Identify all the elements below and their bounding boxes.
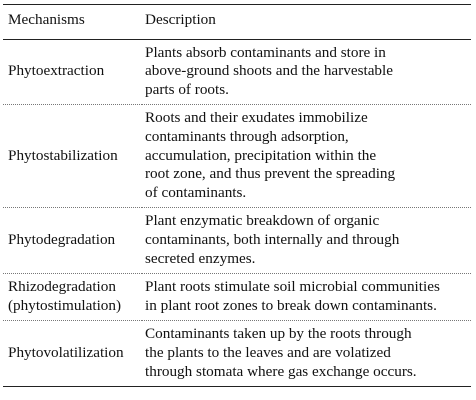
description-line: contaminants through adsorption,: [145, 127, 349, 145]
description-line: of contaminants.: [145, 183, 247, 201]
mechanism-cell: [3, 321, 142, 387]
description-line: Roots and their exudates immobilize: [145, 109, 368, 127]
mechanisms-table-container: [3, 4, 471, 387]
description-cell: [142, 208, 471, 274]
description-line: in plant root zones to break down contaminants.: [145, 296, 437, 314]
description-line: Plant roots stimulate soil microbial communities: [145, 278, 440, 296]
table-row: [3, 105, 471, 208]
description-line: parts of roots.: [145, 80, 229, 98]
description-cell: [142, 105, 471, 208]
table-row: [3, 39, 471, 105]
mechanism-line: Phytoextraction: [8, 62, 105, 80]
description-line: Plant enzymatic breakdown of organic: [145, 212, 380, 230]
mechanism-line: Rhizodegradation: [8, 278, 116, 296]
table-header: [3, 5, 471, 40]
mechanism-cell: [3, 105, 142, 208]
description-line: root zone, and thus prevent the spreading: [145, 165, 396, 183]
mechanism-cell: [3, 39, 142, 105]
description-line: contaminants, both internally and through: [145, 230, 400, 248]
description-line: Contaminants taken up by the roots through: [145, 325, 412, 343]
mechanisms-table: [3, 4, 471, 387]
header-description: Description: [142, 5, 471, 40]
header-row: [3, 5, 471, 40]
table-row: [3, 274, 471, 321]
table-row: [3, 208, 471, 274]
table-body: [3, 39, 471, 387]
mechanism-line: Phytostabilization: [8, 146, 118, 164]
header-mechanisms: Mechanisms: [3, 5, 142, 40]
description-line: secreted enzymes.: [145, 249, 256, 267]
description-cell: [142, 321, 471, 387]
description-line: through stomata where gas exchange occurs.: [145, 362, 417, 380]
mechanism-line: Phytovolatilization: [8, 343, 124, 361]
description-line: the plants to the leaves and are volatized: [145, 343, 391, 361]
description-cell: [142, 274, 471, 321]
mechanism-cell: [3, 208, 142, 274]
description-line: Plants absorb contaminants and store in: [145, 43, 386, 61]
description-line: accumulation, precipitation within the: [145, 146, 377, 164]
table-row: [3, 321, 471, 387]
mechanism-line: (phytostimulation): [8, 296, 122, 314]
mechanism-cell: [3, 274, 142, 321]
mechanism-line: Phytodegradation: [8, 230, 116, 248]
description-cell: [142, 39, 471, 105]
description-line: above-ground shoots and the harvestable: [145, 62, 393, 80]
